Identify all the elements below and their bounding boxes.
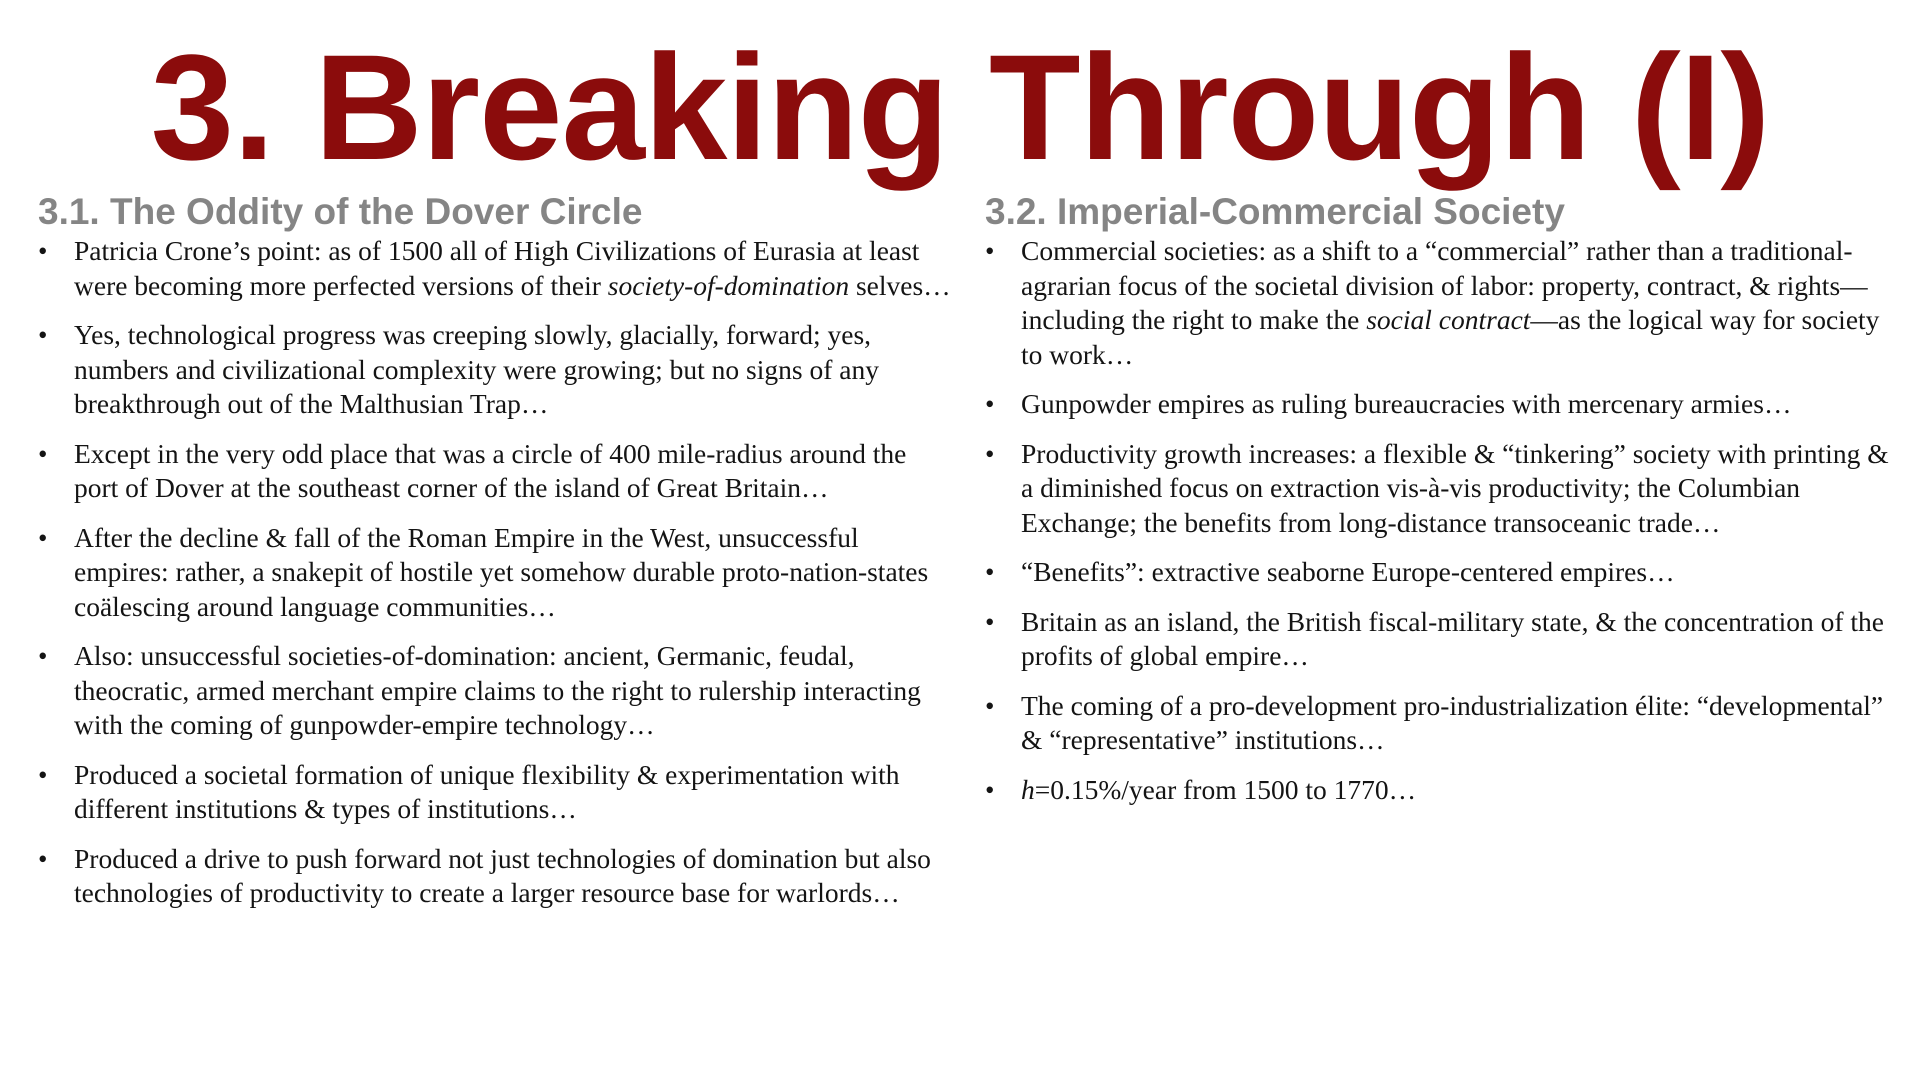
bullet-dot-icon: • xyxy=(985,690,995,721)
bullet-dot-icon: • xyxy=(38,236,48,266)
bullet-dot-icon: • xyxy=(38,522,48,553)
bullet-item: • After the decline & fall of the Roman Empire in the West, unsuccessful empires: rather, a snakepit of hostile yet somehow durable proto-nation-states coälescing around language communities… xyxy=(38,521,929,622)
left-bullet-list xyxy=(36,234,956,911)
bullet-dot-icon: • xyxy=(38,320,48,350)
bullet-dot-icon: • xyxy=(38,438,48,469)
left-column xyxy=(36,190,956,926)
bullet-item: • Yes, technological progress was creeping slowly, glacially, forward; yes, numbers and civilizational complexity were growing; but no signs of any breakthrough out of the Malthusian Trap… xyxy=(38,319,879,419)
bullet-dot-icon: • xyxy=(985,606,995,637)
right-column xyxy=(983,190,1893,822)
bullet-dot-icon: • xyxy=(38,641,48,671)
left-column-heading: 3.1. The Oddity of the Dover Circle xyxy=(38,191,643,232)
bullet-dot-icon: • xyxy=(38,843,48,874)
bullet-item: • Productivity growth increases: a flexible & “tinkering” society with printing & a diminished focus on extraction vis-à-vis productivity; the Columbian Exchange; the benefits from long-distance transoceanic trade… xyxy=(985,437,1889,538)
bullet-item: • Except in the very odd place that was a circle of 400 mile-radius around the port of Dover at the southeast corner of the island of Great Britain… xyxy=(38,437,907,503)
bullet-item: • Gunpowder empires as ruling bureaucracies with mercenary armies… xyxy=(983,387,1893,422)
bullet-dot-icon: • xyxy=(985,557,995,587)
bullet-item: • Britain as an island, the British fiscal-military state, & the concentration of the profits of global empire… xyxy=(985,605,1884,671)
bullet-item: • The coming of a pro-development pro-industrialization élite: “developmental” & “representative” institutions… xyxy=(985,689,1884,755)
bullet-dot-icon: • xyxy=(38,759,48,790)
right-bullet-list xyxy=(983,234,1893,807)
bullet-dot-icon: • xyxy=(985,389,995,419)
bullet-item: • h=0.15%/year from 1500 to 1770… xyxy=(983,773,1893,808)
bullet-item: • “Benefits”: extractive seaborne Europe-centered empires… xyxy=(983,555,1893,590)
bullet-item: • Commercial societies: as a shift to a “commercial” rather than a traditional-agrarian focus of the societal division of labor: property, contract, & rights—including the right to make the social contract—as the logical way for society to work… xyxy=(985,235,1880,370)
bullet-item: • Produced a drive to push forward not just technologies of domination but also technologies of productivity to create a larger resource base for warlords… xyxy=(38,842,931,908)
bullet-item: • Patricia Crone’s point: as of 1500 all of High Civilizations of Eurasia at least were becoming more perfected versions of their society-of-domination selves… xyxy=(38,235,951,301)
right-column-heading: 3.2. Imperial-Commercial Society xyxy=(985,191,1565,232)
slide-title: 3. Breaking Through (I) xyxy=(150,23,1770,191)
bullet-dot-icon: • xyxy=(985,236,995,266)
bullet-item: • Also: unsuccessful societies-of-domination: ancient, Germanic, feudal, theocratic, armed merchant empire claims to the right to rulership interacting with the coming of gunpowder-empire technology… xyxy=(38,640,921,740)
bullet-item: • Produced a societal formation of unique flexibility & experimentation with different institutions & types of institutions… xyxy=(38,758,900,824)
bullet-dot-icon: • xyxy=(985,774,995,805)
bullet-dot-icon: • xyxy=(985,438,995,469)
